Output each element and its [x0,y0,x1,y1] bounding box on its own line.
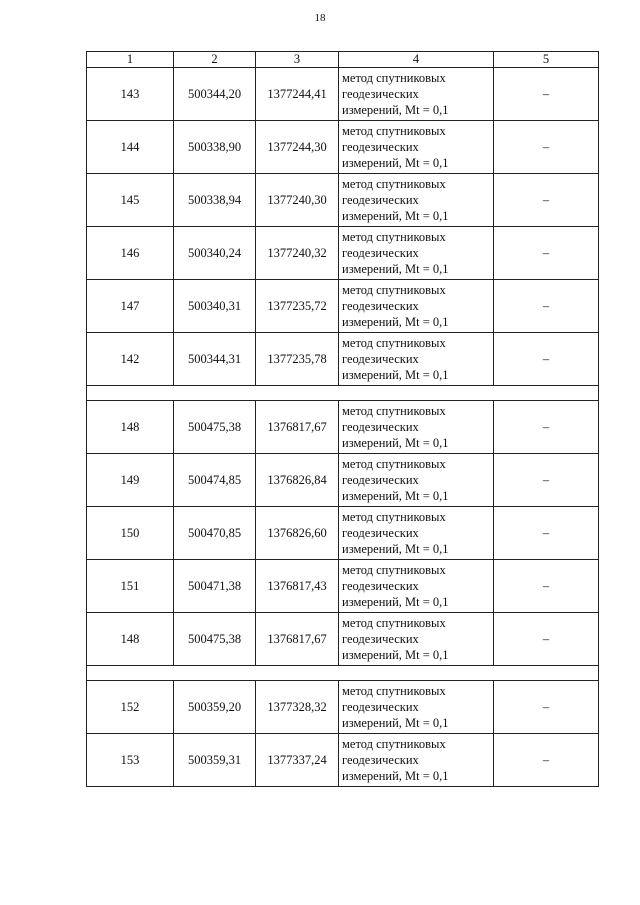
note-cell: – [494,734,599,787]
method-cell [339,121,494,174]
method-line: измерений, Mt = 0,1 [342,156,449,170]
method-cell [339,454,494,507]
table-row [87,507,599,560]
y-coordinate-cell: 1376817,67 [256,613,339,666]
note-cell: – [494,333,599,386]
note-cell: – [494,454,599,507]
group-separator-cell [87,386,599,401]
x-coordinate-cell: 500470,85 [174,507,256,560]
method-cell [339,68,494,121]
y-coordinate-cell: 1377244,41 [256,68,339,121]
method-line: измерений, Mt = 0,1 [342,209,449,223]
group-separator-cell [87,666,599,681]
method-line: измерений, Mt = 0,1 [342,648,449,662]
table-row [87,401,599,454]
y-coordinate-cell: 1376817,67 [256,401,339,454]
x-coordinate-cell: 500340,31 [174,280,256,333]
method-line: геодезических [342,420,419,434]
method-line: геодезических [342,87,419,101]
method-line: измерений, Mt = 0,1 [342,542,449,556]
point-number-cell: 152 [87,681,174,734]
method-line: геодезических [342,700,419,714]
method-line: геодезических [342,352,419,366]
y-coordinate-cell: 1377244,30 [256,121,339,174]
y-coordinate-cell: 1377328,32 [256,681,339,734]
method-line: метод спутниковых [342,684,446,698]
table-row [87,68,599,121]
x-coordinate-cell: 500338,94 [174,174,256,227]
group-separator-row [87,666,599,681]
method-line: метод спутниковых [342,230,446,244]
method-cell [339,734,494,787]
header-cell-5: 5 [494,52,599,68]
x-coordinate-cell: 500475,38 [174,613,256,666]
note-cell: – [494,174,599,227]
x-coordinate-cell: 500359,20 [174,681,256,734]
method-line: геодезических [342,753,419,767]
method-line: геодезических [342,299,419,313]
method-line: геодезических [342,473,419,487]
point-number-cell: 144 [87,121,174,174]
method-line: геодезических [342,579,419,593]
note-cell: – [494,681,599,734]
method-line: измерений, Mt = 0,1 [342,103,449,117]
note-cell: – [494,613,599,666]
method-line: метод спутниковых [342,177,446,191]
table-row [87,613,599,666]
method-line: измерений, Mt = 0,1 [342,315,449,329]
method-line: измерений, Mt = 0,1 [342,595,449,609]
note-cell: – [494,68,599,121]
method-line: метод спутниковых [342,336,446,350]
y-coordinate-cell: 1377337,24 [256,734,339,787]
x-coordinate-cell: 500344,31 [174,333,256,386]
x-coordinate-cell: 500344,20 [174,68,256,121]
method-line: измерений, Mt = 0,1 [342,368,449,382]
point-number-cell: 143 [87,68,174,121]
table-row [87,560,599,613]
method-line: метод спутниковых [342,737,446,751]
point-number-cell: 142 [87,333,174,386]
method-line: метод спутниковых [342,510,446,524]
point-number-cell: 150 [87,507,174,560]
point-number-cell: 146 [87,227,174,280]
table-row [87,227,599,280]
x-coordinate-cell: 500340,24 [174,227,256,280]
coordinates-table [86,51,599,787]
y-coordinate-cell: 1376817,43 [256,560,339,613]
point-number-cell: 147 [87,280,174,333]
y-coordinate-cell: 1376826,60 [256,507,339,560]
method-cell [339,560,494,613]
note-cell: – [494,227,599,280]
method-line: измерений, Mt = 0,1 [342,716,449,730]
y-coordinate-cell: 1377240,30 [256,174,339,227]
method-cell [339,613,494,666]
table-row [87,121,599,174]
header-cell-1: 1 [87,52,174,68]
table-row [87,333,599,386]
header-cell-4: 4 [339,52,494,68]
point-number-cell: 149 [87,454,174,507]
method-line: измерений, Mt = 0,1 [342,436,449,450]
point-number-cell: 153 [87,734,174,787]
point-number-cell: 145 [87,174,174,227]
table-row [87,280,599,333]
method-line: метод спутниковых [342,616,446,630]
method-cell [339,401,494,454]
method-cell [339,681,494,734]
group-separator-row [87,386,599,401]
method-cell [339,333,494,386]
table-row [87,734,599,787]
method-line: геодезических [342,632,419,646]
method-cell [339,227,494,280]
method-line: измерений, Mt = 0,1 [342,769,449,783]
x-coordinate-cell: 500471,38 [174,560,256,613]
table-row [87,174,599,227]
table-row [87,681,599,734]
x-coordinate-cell: 500474,85 [174,454,256,507]
point-number-cell: 148 [87,401,174,454]
y-coordinate-cell: 1376826,84 [256,454,339,507]
method-line: метод спутниковых [342,71,446,85]
x-coordinate-cell: 500475,38 [174,401,256,454]
method-line: геодезических [342,246,419,260]
point-number-cell: 151 [87,560,174,613]
note-cell: – [494,121,599,174]
header-row [87,52,599,68]
x-coordinate-cell: 500359,31 [174,734,256,787]
table-row [87,454,599,507]
method-line: метод спутниковых [342,457,446,471]
method-line: метод спутниковых [342,404,446,418]
page-number: 18 [314,12,326,24]
table-body [87,68,599,787]
method-line: геодезических [342,140,419,154]
method-line: геодезических [342,526,419,540]
y-coordinate-cell: 1377235,72 [256,280,339,333]
method-line: измерений, Mt = 0,1 [342,262,449,276]
point-number-cell: 148 [87,613,174,666]
method-cell [339,280,494,333]
note-cell: – [494,280,599,333]
header-cell-2: 2 [174,52,256,68]
method-cell [339,174,494,227]
header-cell-3: 3 [256,52,339,68]
note-cell: – [494,507,599,560]
note-cell: – [494,401,599,454]
method-line: метод спутниковых [342,563,446,577]
y-coordinate-cell: 1377240,32 [256,227,339,280]
y-coordinate-cell: 1377235,78 [256,333,339,386]
note-cell: – [494,560,599,613]
method-line: метод спутниковых [342,283,446,297]
method-cell [339,507,494,560]
method-line: измерений, Mt = 0,1 [342,489,449,503]
x-coordinate-cell: 500338,90 [174,121,256,174]
method-line: метод спутниковых [342,124,446,138]
method-line: геодезических [342,193,419,207]
